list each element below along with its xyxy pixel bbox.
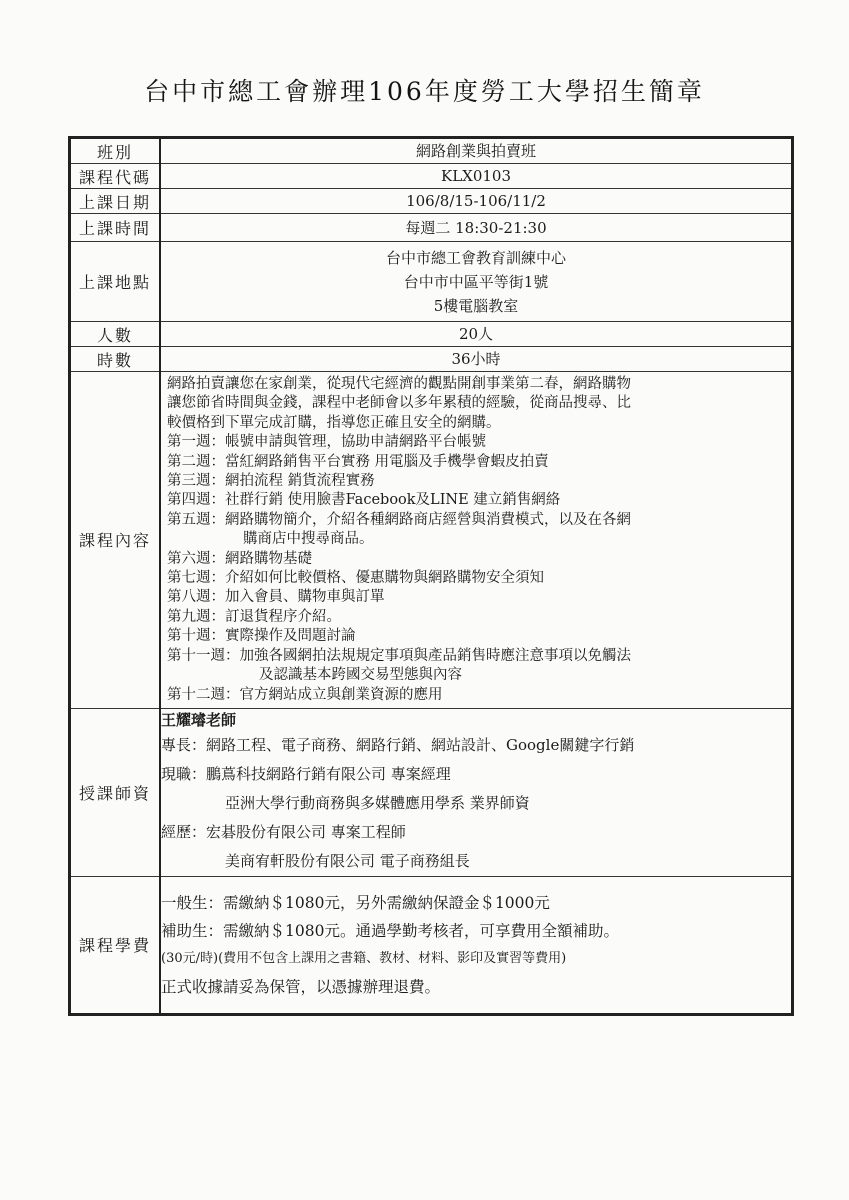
week-item: 第九週：訂退貨程序介紹。 bbox=[167, 608, 341, 625]
week-item-continued: 及認識基本跨國交易型態與內容 bbox=[259, 667, 462, 684]
location-line-3: 5樓電腦教室 bbox=[433, 296, 519, 315]
week-item-continued: 購商店中搜尋商品。 bbox=[243, 531, 374, 548]
page-title: 台中市總工會辦理106年度勞工大學招生簡章 bbox=[144, 77, 705, 106]
fee-subsidy: 補助生：需繳納＄1080元。通過學勤考核者，可享費用全額補助。 bbox=[161, 921, 619, 940]
teacher-experience: 經歷：宏碁股份有限公司 專案工程師 bbox=[161, 822, 406, 841]
teacher-experience: 美商宥軒股份有限公司 電子商務組長 bbox=[225, 851, 470, 870]
value-dates: 106/8/15-106/11/2 bbox=[160, 189, 793, 214]
week-item: 第一週：帳號申請與管理，協助申請網路平台帳號 bbox=[167, 434, 486, 451]
week-item: 第十二週：官方網站成立與創業資源的應用 bbox=[167, 686, 443, 703]
week-item: 第四週：社群行銷 使用臉書Facebook及LINE 建立銷售網絡 bbox=[167, 492, 561, 509]
label-dates: 上課日期 bbox=[70, 189, 161, 214]
row-location bbox=[70, 242, 793, 322]
week-item: 第二週：當紅網路銷售平台實務 用電腦及手機學會蝦皮拍賣 bbox=[167, 453, 549, 470]
enrollment-table bbox=[68, 136, 794, 1016]
label-fees: 課程學費 bbox=[70, 876, 161, 1014]
fee-receipt: 正式收據請妥為保管，以憑據辦理退費。 bbox=[161, 977, 441, 996]
row-class-name bbox=[70, 138, 793, 164]
value-time: 每週二 18:30-21:30 bbox=[160, 214, 793, 242]
fee-note: (30元/時)(費用不包含上課用之書籍、教材、材料、影印及實習等費用) bbox=[161, 950, 567, 966]
location-line-2: 台中市中區平等街1號 bbox=[403, 272, 549, 291]
week-item: 第十一週：加強各國網拍法規規定事項與產品銷售時應注意事項以免觸法 bbox=[167, 647, 631, 664]
value-teacher bbox=[160, 708, 793, 876]
label-hours: 時數 bbox=[70, 347, 161, 372]
value-hours: 36小時 bbox=[160, 347, 793, 372]
value-content bbox=[160, 372, 793, 709]
week-item: 第六週：網路購物基礎 bbox=[167, 550, 312, 567]
content-intro-line: 網路拍賣讓您在家創業，從現代宅經濟的觀點開創事業第二春，網路購物 bbox=[167, 376, 631, 392]
week-item: 第七週：介紹如何比較價格、優惠購物與網路購物安全須知 bbox=[167, 570, 544, 587]
teacher-name: 王耀璿老師 bbox=[161, 710, 237, 729]
content-intro-line: 較價格到下單完成訂購，指導您正確且安全的網購。 bbox=[167, 414, 501, 431]
location-line-1: 台中市總工會教育訓練中心 bbox=[385, 248, 566, 267]
row-capacity bbox=[70, 322, 793, 347]
label-class-name: 班別 bbox=[70, 138, 161, 164]
teacher-specialty: 專長：網路工程、電子商務、網路行銷、網站設計、Google關鍵字行銷 bbox=[161, 735, 635, 754]
content-intro-line: 讓您節省時間與金錢，課程中老師會以多年累積的經驗，從商品搜尋、比 bbox=[167, 395, 631, 412]
bleed-through-noise bbox=[140, 1075, 700, 1089]
fee-general: 一般生：需繳納＄1080元，另外需繳納保證金＄1000元 bbox=[161, 893, 550, 912]
value-capacity: 20人 bbox=[160, 322, 793, 347]
value-fees bbox=[160, 876, 793, 1014]
row-time bbox=[70, 214, 793, 242]
label-content: 課程內容 bbox=[70, 372, 161, 709]
row-dates bbox=[70, 189, 793, 214]
label-location: 上課地點 bbox=[70, 242, 161, 322]
value-class-name: 網路創業與拍賣班 bbox=[160, 138, 793, 164]
label-capacity: 人數 bbox=[70, 322, 161, 347]
row-content bbox=[70, 372, 793, 709]
week-item: 第八週：加入會員、購物車與訂單 bbox=[167, 589, 385, 606]
week-item: 第三週：網拍流程 銷貨流程實務 bbox=[167, 473, 375, 490]
value-location bbox=[160, 242, 793, 322]
week-item: 第五週：網路購物簡介，介紹各種網路商店經營與消費模式，以及在各網 bbox=[167, 511, 631, 528]
row-course-code bbox=[70, 164, 793, 189]
week-item: 第十週：實際操作及問題討論 bbox=[167, 628, 356, 645]
label-teacher: 授課師資 bbox=[70, 708, 161, 876]
label-course-code: 課程代碼 bbox=[70, 164, 161, 189]
teacher-current-position: 現職：鵬蔦科技網路行銷有限公司 專案經理 bbox=[161, 764, 451, 783]
teacher-current-position: 亞洲大學行動商務與多媒體應用學系 業界師資 bbox=[225, 793, 530, 812]
row-fees bbox=[70, 876, 793, 1014]
value-course-code: KLX0103 bbox=[160, 164, 793, 189]
row-teacher bbox=[70, 708, 793, 876]
label-time: 上課時間 bbox=[70, 214, 161, 242]
row-hours bbox=[70, 347, 793, 372]
